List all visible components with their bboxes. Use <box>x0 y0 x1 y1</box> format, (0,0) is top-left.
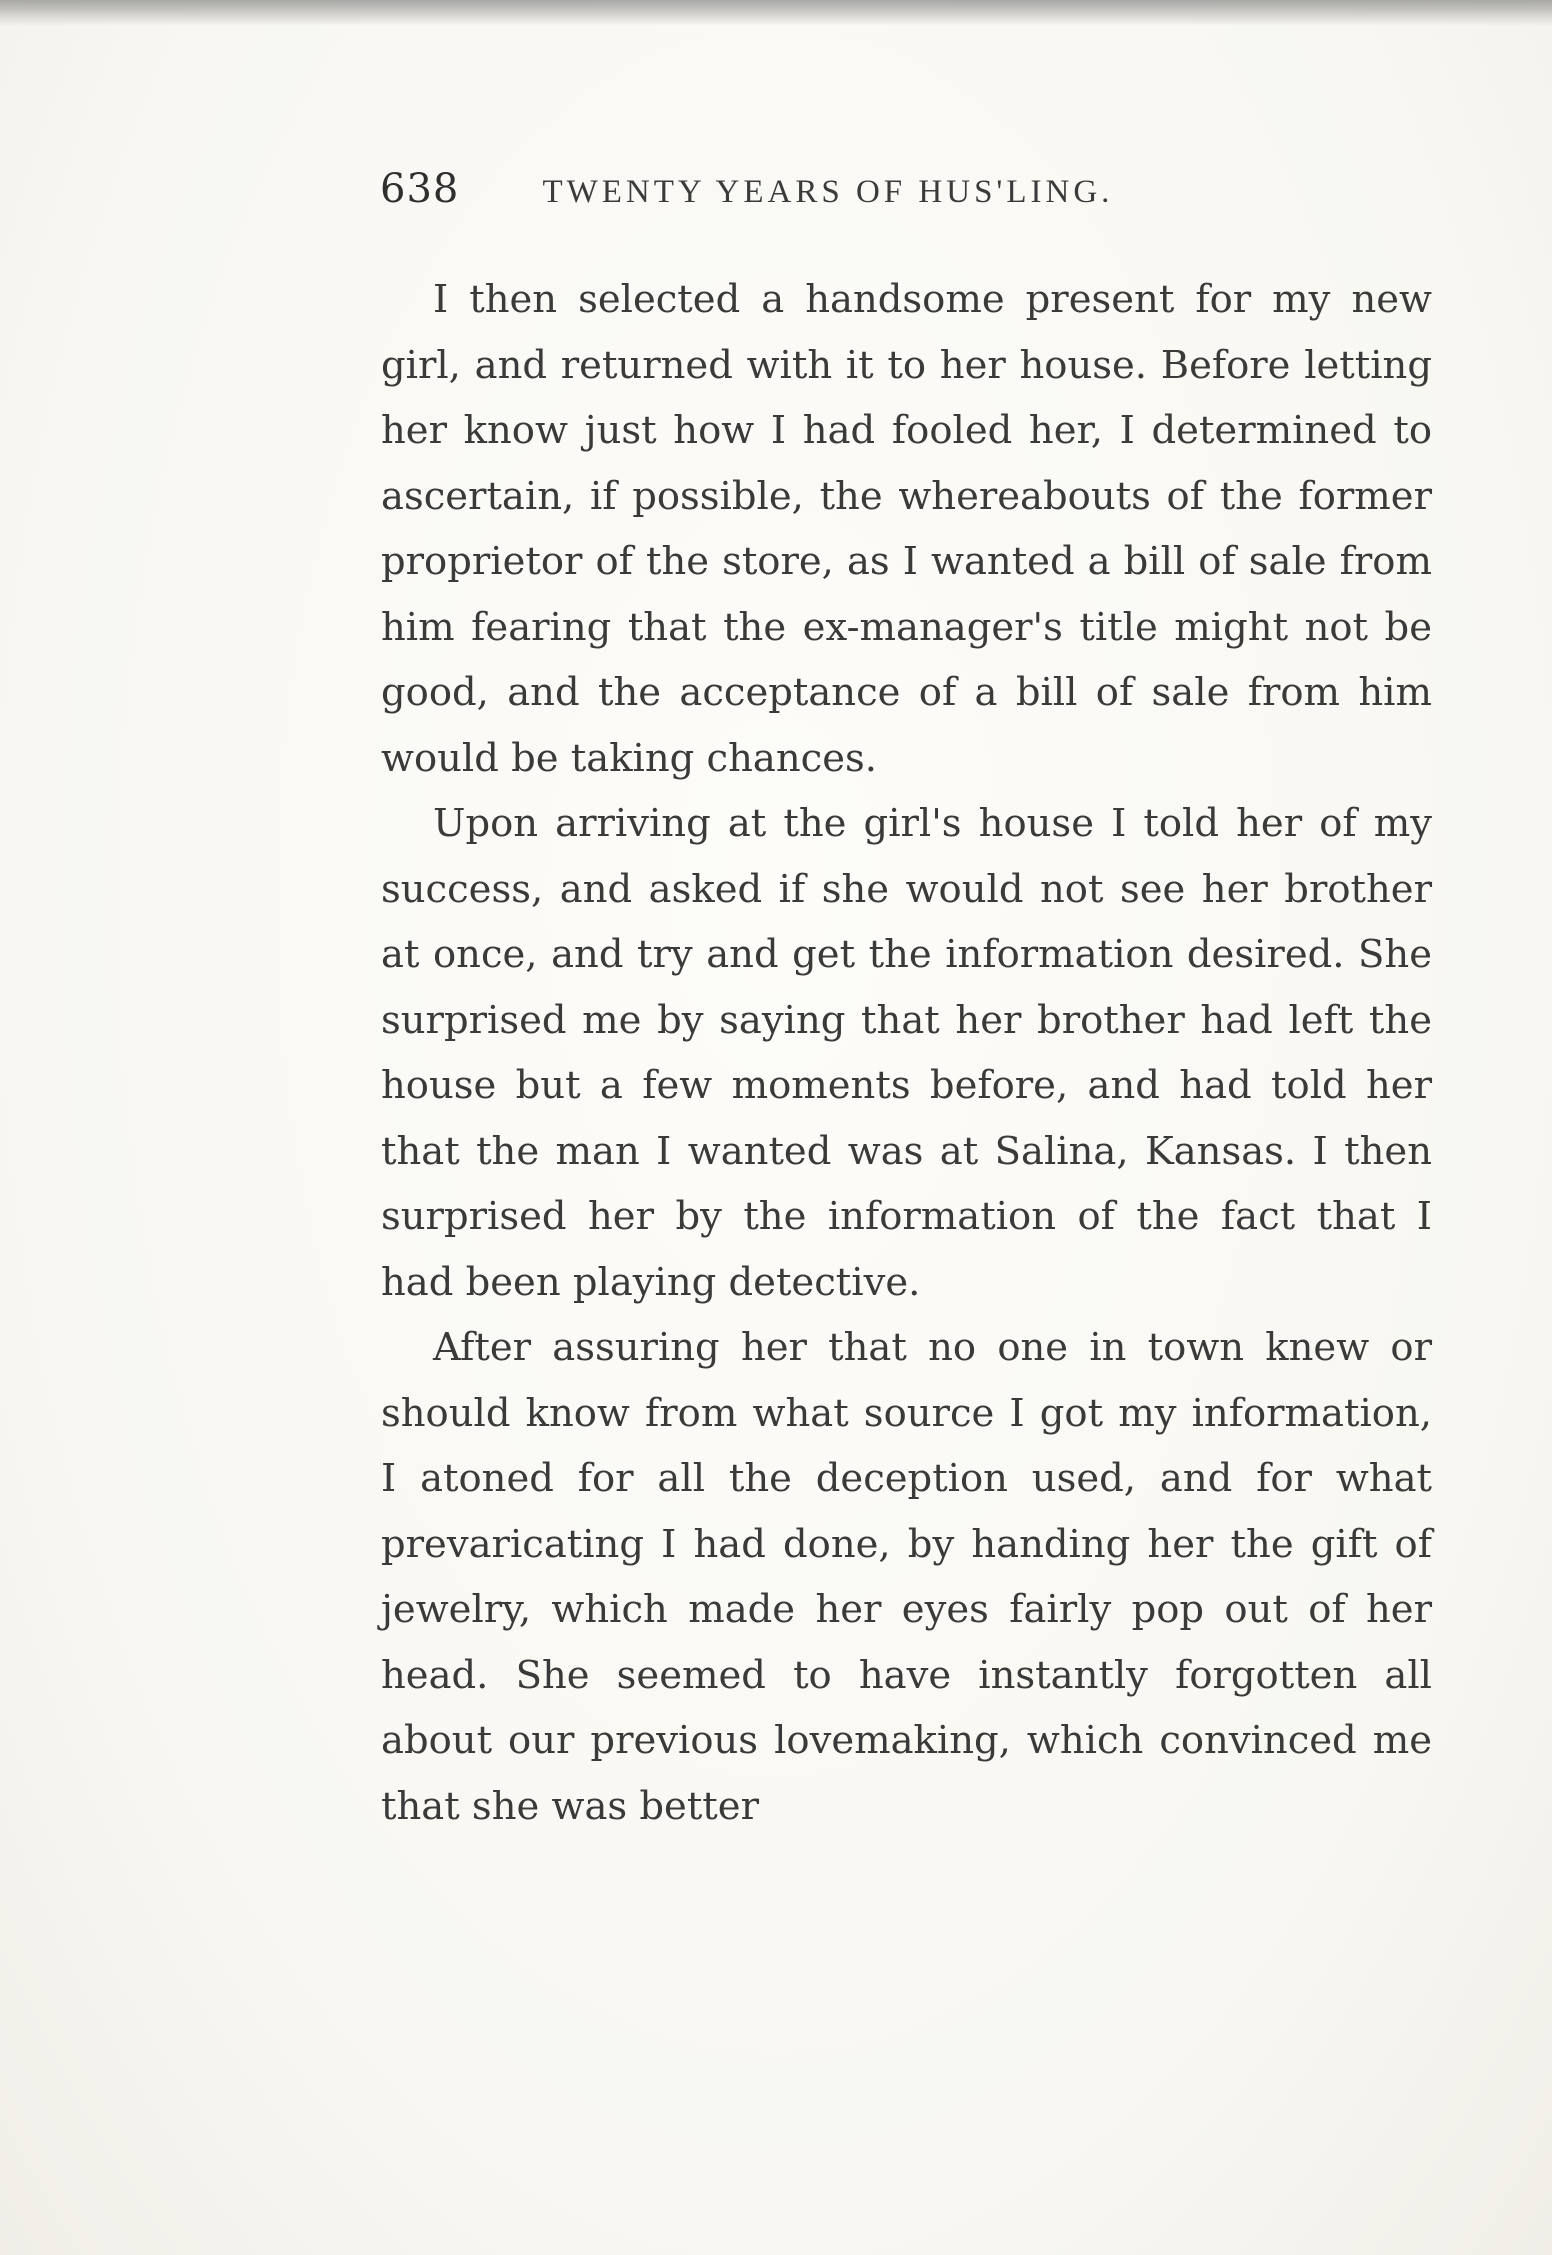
page-number: 638 <box>380 166 460 212</box>
running-title: TWENTY YEARS OF HUS'LING. <box>542 174 1114 210</box>
paragraph-3: After assuring her that no one in town knew or should know from what source I got my information, I atoned for all the deception used, and for what prevaricating I had done, by handing her the gift of jewelry, which made her eyes fairly pop out of her head. She seemed to have instantly forgotten all about our previous lovemaking, which convinced me that she was better <box>381 1325 1432 1829</box>
scan-top-edge <box>0 0 1552 26</box>
body-text <box>381 267 1432 1839</box>
paragraph-2: Upon arriving at the girl's house I told her of my success, and asked if she would not see her brother at once, and try and get the information desired. She surprised me by saying that her brother had left the house but a few moments before, and had told her that the man I wanted was at Salina, Kansas. I then surprised her by the information of the fact that I had been playing detective. <box>381 801 1432 1305</box>
running-head <box>380 166 1380 226</box>
paragraph-1: I then selected a handsome present for my new girl, and returned with it to her house. Before letting her know just how I had fooled her, I determined to ascertain, if possible, the whereabouts of the former proprietor of the store, as I wanted a bill of sale from him fearing that the ex-manager's title might not be good, and the acceptance of a bill of sale from him would be taking chances. <box>381 277 1432 781</box>
